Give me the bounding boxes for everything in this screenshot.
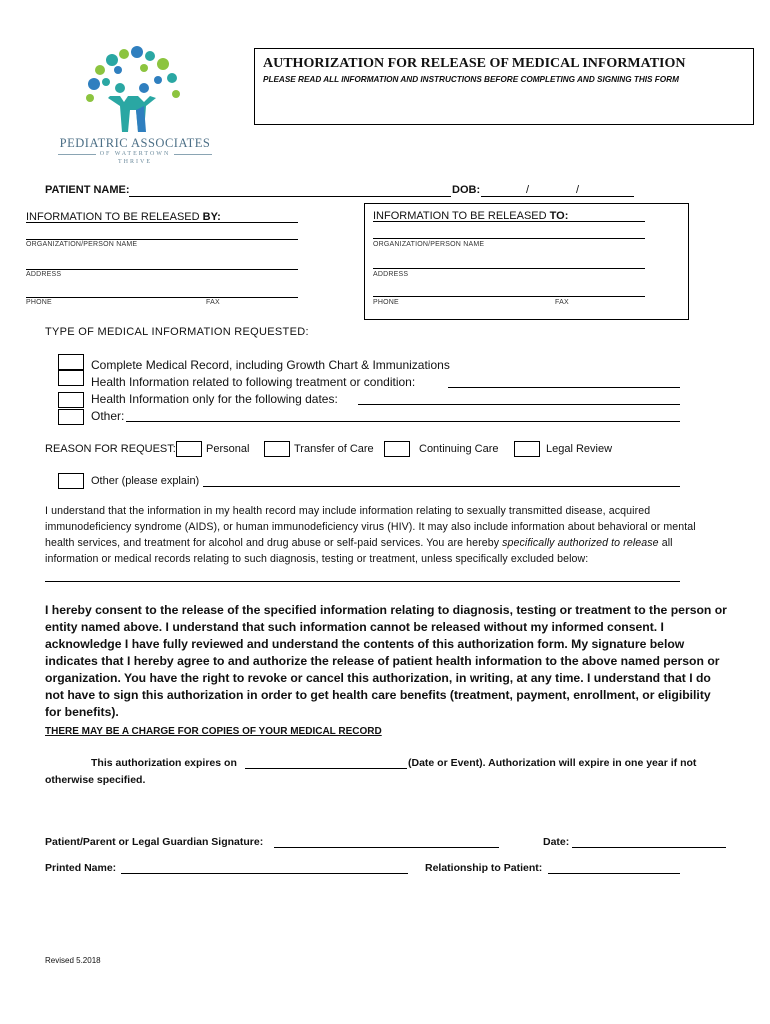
reason-option-personal: Personal [206, 443, 250, 455]
printed-name-field[interactable] [121, 873, 408, 874]
released-to-org-field[interactable] [373, 238, 645, 239]
date-label: Date: [543, 836, 570, 848]
type-option-other: Other: [91, 409, 125, 423]
charge-notice: THERE MAY BE A CHARGE FOR COPIES OF YOUR MEDICAL RECORD [45, 726, 382, 737]
reason-option-continuing: Continuing Care [419, 443, 499, 455]
date-field[interactable] [572, 847, 726, 848]
released-by-label: INFORMATION TO BE RELEASED BY: [26, 211, 221, 223]
signature-field[interactable] [274, 847, 499, 848]
released-by-org-label: ORGANIZATION/PERSON NAME [26, 241, 138, 248]
released-by-label-underline [26, 222, 298, 223]
released-to-org-label: ORGANIZATION/PERSON NAME [373, 241, 485, 248]
released-by-org-field[interactable] [26, 239, 298, 240]
relationship-label: Relationship to Patient: [425, 862, 543, 874]
released-to-phone-label: PHONE [373, 299, 399, 306]
type-checkbox-dates[interactable] [58, 392, 84, 408]
released-by-fax-label: FAX [206, 299, 220, 306]
reason-option-legal: Legal Review [546, 443, 613, 455]
relationship-field[interactable] [548, 873, 680, 874]
reason-option-transfer: Transfer of Care [294, 443, 374, 455]
type-checkbox-other[interactable] [58, 409, 84, 425]
reason-other-field[interactable] [203, 486, 680, 487]
printed-name-label: Printed Name: [45, 862, 117, 874]
dob-slash-2: / [576, 184, 580, 196]
released-to-address-label: ADDRESS [373, 271, 409, 278]
type-heading: TYPE OF MEDICAL INFORMATION REQUESTED: [45, 326, 309, 338]
reason-checkbox-other[interactable] [58, 473, 84, 489]
released-to-address-field[interactable] [373, 268, 645, 269]
type-other-field[interactable] [126, 421, 680, 422]
reason-checkbox-legal[interactable] [514, 441, 540, 457]
logo-name: PEDIATRIC ASSOCIATES [59, 136, 211, 150]
released-by-address-field[interactable] [26, 269, 298, 270]
consent-paragraph: I hereby consent to the release of the specified information relating to diagnosis, testing or treatment to the person or entity named above. I understand that such information cannot be released without my informed consent. I acknowledge I have fully reviewed and understand the contents of this authorization form. My signature below indicates that I hereby agree to and authorize the release of patient health information to the above named person or organization. You have the right to revoke or cancel this authorization, in writing, at any time. I understand that I do not have to sign this authorization in order to get health care benefits (treatment, payment, enrollment, or eligibility for benefits). [45, 603, 727, 719]
logo-sub-divider-left [58, 154, 96, 155]
expiry-suffix: (Date or Event). Authorization will expire in one year if not [408, 757, 697, 769]
practice-logo [40, 44, 230, 174]
expiry-field[interactable] [245, 768, 407, 769]
form-title: AUTHORIZATION FOR RELEASE OF MEDICAL INFORMATION [263, 56, 686, 71]
logo-tagline: THRIVE [118, 159, 152, 165]
reason-checkbox-continuing[interactable] [384, 441, 410, 457]
condition-field[interactable] [448, 387, 680, 388]
reason-option-other: Other (please explain) [91, 475, 200, 487]
type-option-dates: Health Information only for the following dates: [91, 392, 338, 406]
exclusions-field[interactable] [45, 581, 680, 582]
type-checkbox-condition[interactable] [58, 370, 84, 386]
released-by-phone-field[interactable] [26, 297, 298, 298]
type-option-condition: Health Information related to following treatment or condition: [91, 375, 416, 389]
expiry-prefix: This authorization expires on [91, 757, 237, 769]
logo-sub: OF WATERTOWN [99, 151, 171, 157]
type-checkbox-complete-record[interactable] [58, 354, 84, 370]
patient-name-field[interactable] [129, 196, 451, 197]
dates-field[interactable] [358, 404, 680, 405]
type-option-complete-record: Complete Medical Record, including Growth Chart & Immunizations [91, 358, 450, 372]
released-to-label: INFORMATION TO BE RELEASED TO: [373, 210, 569, 222]
reason-checkbox-personal[interactable] [176, 441, 202, 457]
dob-field[interactable] [481, 196, 634, 197]
tree-logo-icon [40, 44, 230, 134]
reason-label: REASON FOR REQUEST: [45, 443, 176, 455]
released-to-label-underline [373, 221, 645, 222]
dob-slash-1: / [526, 184, 530, 196]
title-box [254, 48, 754, 125]
revision-note: Revised 5.2018 [45, 956, 101, 965]
logo-sub-divider-right [174, 154, 212, 155]
released-by-phone-label: PHONE [26, 299, 52, 306]
released-to-fax-label: FAX [555, 299, 569, 306]
expiry-line2: otherwise specified. [45, 774, 146, 786]
released-by-address-label: ADDRESS [26, 271, 62, 278]
form-instructions: PLEASE READ ALL INFORMATION AND INSTRUCTIONS BEFORE COMPLETING AND SIGNING THIS FORM [263, 75, 679, 84]
patient-name-label: PATIENT NAME: [45, 184, 130, 196]
released-to-phone-field[interactable] [373, 296, 645, 297]
hiv-disclosure-paragraph: I understand that the information in my health record may include information relating to sexually transmitted disease, acquired immunodeficiency syndrome (AIDS), or human immunodeficiency virus (HIV). It may also include information about behavioral or mental health services, and treatment for alcohol and drug abuse or self-paid services. You are hereby specifically authorized to release all information or medical records relating to such diagnosis, testing or treatment, unless specifically excluded below: [45, 505, 696, 565]
signature-label: Patient/Parent or Legal Guardian Signature: [45, 836, 264, 848]
reason-checkbox-transfer[interactable] [264, 441, 290, 457]
dob-label: DOB: [452, 184, 481, 196]
